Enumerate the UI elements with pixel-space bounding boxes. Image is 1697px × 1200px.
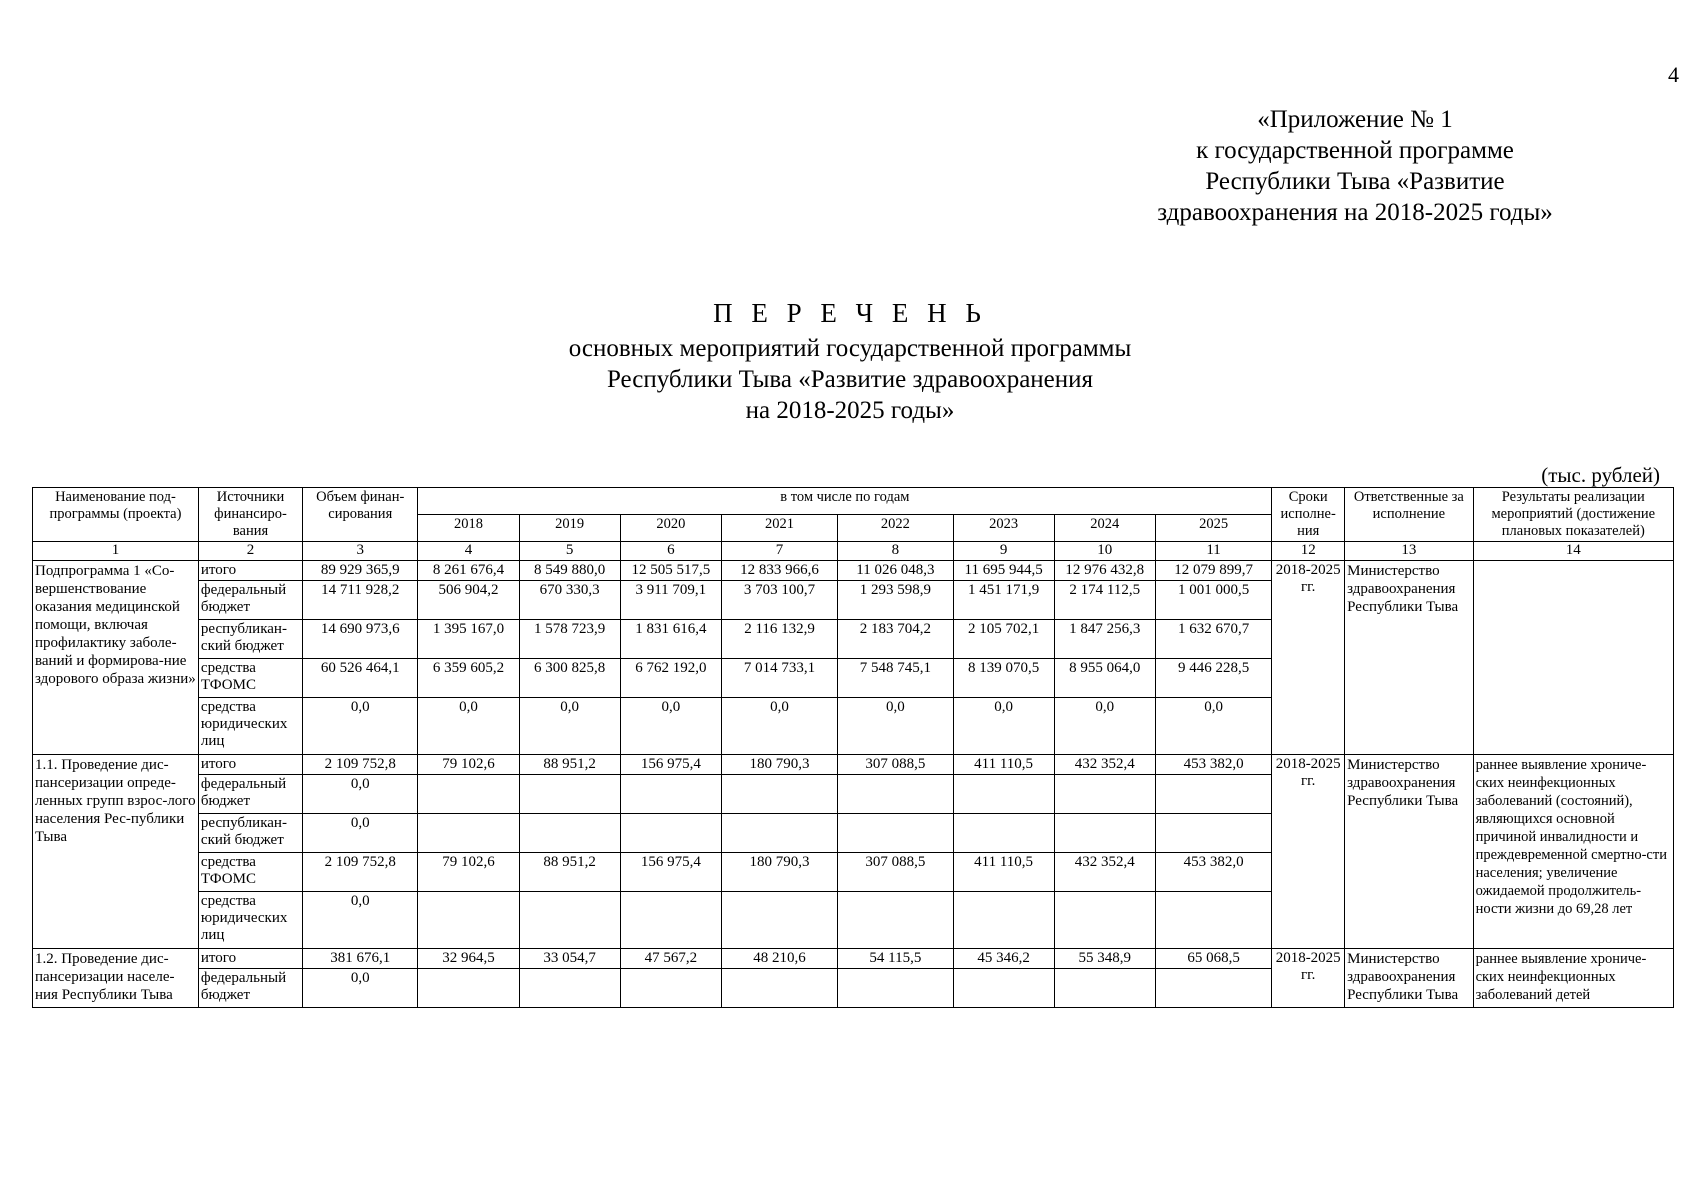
total-cell: 14 711 928,2 (303, 581, 418, 620)
title-main: П Е Р Е Ч Е Н Ь (713, 298, 987, 328)
year-cell: 180 790,3 (721, 755, 837, 775)
year-cell: 0,0 (953, 698, 1054, 755)
year-cell (721, 814, 837, 853)
year-cell (953, 814, 1054, 853)
year-cell: 6 762 192,0 (620, 659, 721, 698)
year-cell: 411 110,5 (953, 853, 1054, 892)
title-line: Республики Тыва «Развитие здравоохранения (606, 366, 1094, 393)
column-number: 12 (1272, 542, 1345, 561)
year-cell: 0,0 (1054, 698, 1155, 755)
year-cell: 12 079 899,7 (1155, 561, 1271, 581)
year-cell: 79 102,6 (418, 853, 519, 892)
source-cell: средства ТФОМС (198, 659, 302, 698)
section-name: 1.2. Проведение дис-пансеризации населе-ния Республики Тыва (33, 949, 199, 1008)
year-cell: 7 014 733,1 (721, 659, 837, 698)
year-cell: 0,0 (418, 698, 519, 755)
year-cell: 7 548 745,1 (838, 659, 953, 698)
responsible-cell: Министерство здравоохранения Республики Тыва (1345, 949, 1473, 1008)
year-cell: 3 703 100,7 (721, 581, 837, 620)
title-line: основных мероприятий государственной программы (568, 335, 1132, 362)
year-cell (1155, 892, 1271, 949)
column-number: 14 (1473, 542, 1673, 561)
year-cell (838, 892, 953, 949)
year-cell: 12 505 517,5 (620, 561, 721, 581)
year-cell: 1 293 598,9 (838, 581, 953, 620)
year-cell: 0,0 (1155, 698, 1271, 755)
total-cell: 0,0 (303, 698, 418, 755)
year-cell: 2 116 132,9 (721, 620, 837, 659)
header-year: 2019 (519, 515, 620, 542)
year-cell: 48 210,6 (721, 949, 837, 969)
source-cell: республикан-ский бюджет (198, 620, 302, 659)
header-year: 2023 (953, 515, 1054, 542)
column-number: 4 (418, 542, 519, 561)
year-cell: 0,0 (838, 698, 953, 755)
column-number: 1 (33, 542, 199, 561)
terms-cell: 2018-2025 гг. (1272, 561, 1345, 755)
section-name: Подпрограмма 1 «Со-вершенствование оказания медицинской помощи, включая профилактику заболе-ваний и формирова-ние здорового образа жизни» (33, 561, 199, 755)
year-cell: 88 951,2 (519, 755, 620, 775)
header-responsible: Ответственные за исполнение (1345, 488, 1473, 542)
year-cell: 0,0 (721, 698, 837, 755)
source-cell: федеральный бюджет (198, 775, 302, 814)
year-cell (838, 814, 953, 853)
year-cell (838, 969, 953, 1008)
year-cell: 45 346,2 (953, 949, 1054, 969)
header-year: 2021 (721, 515, 837, 542)
column-number: 8 (838, 542, 953, 561)
year-cell: 156 975,4 (620, 853, 721, 892)
year-cell (953, 969, 1054, 1008)
source-cell: федеральный бюджет (198, 581, 302, 620)
terms-cell: 2018-2025 гг. (1272, 949, 1345, 1008)
year-cell: 1 632 670,7 (1155, 620, 1271, 659)
total-cell: 14 690 973,6 (303, 620, 418, 659)
year-cell: 453 382,0 (1155, 755, 1271, 775)
year-cell: 506 904,2 (418, 581, 519, 620)
year-cell: 65 068,5 (1155, 949, 1271, 969)
year-cell: 54 115,5 (838, 949, 953, 969)
section-name: 1.1. Проведение дис-пансеризации опреде-ленных групп взрос-лого населения Рес-публики Тыва (33, 755, 199, 949)
column-number: 5 (519, 542, 620, 561)
year-cell: 8 261 676,4 (418, 561, 519, 581)
year-cell (721, 775, 837, 814)
total-cell: 60 526 464,1 (303, 659, 418, 698)
total-cell: 0,0 (303, 892, 418, 949)
year-cell (620, 969, 721, 1008)
year-cell (721, 892, 837, 949)
header-year: 2020 (620, 515, 721, 542)
total-cell: 2 109 752,8 (303, 755, 418, 775)
header-terms: Сроки исполне-ния (1272, 488, 1345, 542)
year-cell: 156 975,4 (620, 755, 721, 775)
document-title (420, 298, 1280, 426)
year-cell (418, 775, 519, 814)
year-cell: 1 451 171,9 (953, 581, 1054, 620)
appendix-line: «Приложение № 1 (1257, 106, 1453, 133)
results-cell: раннее выявление хрониче-ских неинфекционных заболеваний (состояний), являющихся основной причиной инвалидности и преждевременной смертно-сти населения; увеличение ожидаемой продолжитель-ности жизни до 69,28 лет (1473, 755, 1673, 949)
header-source: Источники финансиро-вания (198, 488, 302, 542)
year-cell (1054, 775, 1155, 814)
year-cell (519, 814, 620, 853)
header-volume: Объем финан-сирования (303, 488, 418, 542)
year-cell: 307 088,5 (838, 853, 953, 892)
year-cell: 11 695 944,5 (953, 561, 1054, 581)
year-cell: 180 790,3 (721, 853, 837, 892)
year-cell (1155, 969, 1271, 1008)
year-cell: 2 174 112,5 (1054, 581, 1155, 620)
units-label: (тыс. рублей) (1541, 463, 1660, 487)
appendix-line: к государственной программе (1196, 137, 1514, 164)
year-cell (1054, 814, 1155, 853)
year-cell: 12 976 432,8 (1054, 561, 1155, 581)
column-number: 11 (1155, 542, 1271, 561)
year-cell: 411 110,5 (953, 755, 1054, 775)
responsible-cell: Министерство здравоохранения Республики Тыва (1345, 561, 1473, 755)
year-cell (620, 892, 721, 949)
year-cell: 33 054,7 (519, 949, 620, 969)
year-cell (418, 892, 519, 949)
year-cell (418, 969, 519, 1008)
year-cell (1054, 892, 1155, 949)
results-cell (1473, 561, 1673, 755)
responsible-cell: Министерство здравоохранения Республики Тыва (1345, 755, 1473, 949)
header-by-years: в том числе по годам (418, 488, 1272, 515)
year-cell: 432 352,4 (1054, 853, 1155, 892)
column-number-row (33, 542, 1674, 561)
year-cell: 6 300 825,8 (519, 659, 620, 698)
year-cell: 432 352,4 (1054, 755, 1155, 775)
header-results: Результаты реализации мероприятий (достижение плановых показателей) (1473, 488, 1673, 542)
year-cell: 6 359 605,2 (418, 659, 519, 698)
source-cell: средства юридических лиц (198, 698, 302, 755)
year-cell (620, 814, 721, 853)
column-number: 2 (198, 542, 302, 561)
year-cell (953, 892, 1054, 949)
year-cell: 9 446 228,5 (1155, 659, 1271, 698)
header-year: 2018 (418, 515, 519, 542)
year-cell (838, 775, 953, 814)
year-cell: 11 026 048,3 (838, 561, 953, 581)
source-cell: итого (198, 561, 302, 581)
appendix-line: Республики Тыва «Развитие (1205, 168, 1505, 195)
year-cell (418, 814, 519, 853)
year-cell (519, 969, 620, 1008)
header-year: 2022 (838, 515, 953, 542)
header-name: Наименование под-программы (проекта) (33, 488, 199, 542)
source-cell: средства юридических лиц (198, 892, 302, 949)
activities-table (32, 487, 1674, 1008)
column-number: 7 (721, 542, 837, 561)
source-cell: итого (198, 949, 302, 969)
header-year: 2025 (1155, 515, 1271, 542)
year-cell (519, 775, 620, 814)
year-cell: 1 001 000,5 (1155, 581, 1271, 620)
page-number: 4 (1668, 62, 1679, 87)
year-cell: 2 183 704,2 (838, 620, 953, 659)
table-row (33, 755, 1674, 775)
year-cell: 32 964,5 (418, 949, 519, 969)
year-cell: 8 549 880,0 (519, 561, 620, 581)
year-cell (1155, 775, 1271, 814)
year-cell (721, 969, 837, 1008)
total-cell: 89 929 365,9 (303, 561, 418, 581)
year-cell: 2 105 702,1 (953, 620, 1054, 659)
header-year: 2024 (1054, 515, 1155, 542)
terms-cell: 2018-2025 гг. (1272, 755, 1345, 949)
year-cell: 12 833 966,6 (721, 561, 837, 581)
year-cell: 0,0 (519, 698, 620, 755)
total-cell: 0,0 (303, 814, 418, 853)
total-cell: 2 109 752,8 (303, 853, 418, 892)
year-cell: 0,0 (620, 698, 721, 755)
year-cell: 307 088,5 (838, 755, 953, 775)
year-cell (953, 775, 1054, 814)
year-cell (1054, 969, 1155, 1008)
year-cell (1155, 814, 1271, 853)
table-row (33, 561, 1674, 581)
year-cell: 55 348,9 (1054, 949, 1155, 969)
year-cell: 1 395 167,0 (418, 620, 519, 659)
year-cell: 79 102,6 (418, 755, 519, 775)
column-number: 10 (1054, 542, 1155, 561)
year-cell: 47 567,2 (620, 949, 721, 969)
appendix-line: здравоохранения на 2018-2025 годы» (1157, 199, 1553, 226)
column-number: 3 (303, 542, 418, 561)
source-cell: республикан-ский бюджет (198, 814, 302, 853)
year-cell: 670 330,3 (519, 581, 620, 620)
title-line: на 2018-2025 годы» (745, 397, 955, 424)
appendix-header (1100, 104, 1610, 228)
year-cell: 453 382,0 (1155, 853, 1271, 892)
source-cell: средства ТФОМС (198, 853, 302, 892)
source-cell: федеральный бюджет (198, 969, 302, 1008)
table-body (33, 561, 1674, 1008)
column-number: 6 (620, 542, 721, 561)
source-cell: итого (198, 755, 302, 775)
column-number: 9 (953, 542, 1054, 561)
year-cell: 1 831 616,4 (620, 620, 721, 659)
results-cell: раннее выявление хрониче-ских неинфекционных заболеваний детей (1473, 949, 1673, 1008)
year-cell: 8 955 064,0 (1054, 659, 1155, 698)
year-cell: 3 911 709,1 (620, 581, 721, 620)
year-cell (519, 892, 620, 949)
total-cell: 381 676,1 (303, 949, 418, 969)
column-number: 13 (1345, 542, 1473, 561)
year-cell: 8 139 070,5 (953, 659, 1054, 698)
table-row (33, 949, 1674, 969)
year-cell (620, 775, 721, 814)
total-cell: 0,0 (303, 969, 418, 1008)
year-cell: 1 578 723,9 (519, 620, 620, 659)
total-cell: 0,0 (303, 775, 418, 814)
year-cell: 88 951,2 (519, 853, 620, 892)
year-cell: 1 847 256,3 (1054, 620, 1155, 659)
